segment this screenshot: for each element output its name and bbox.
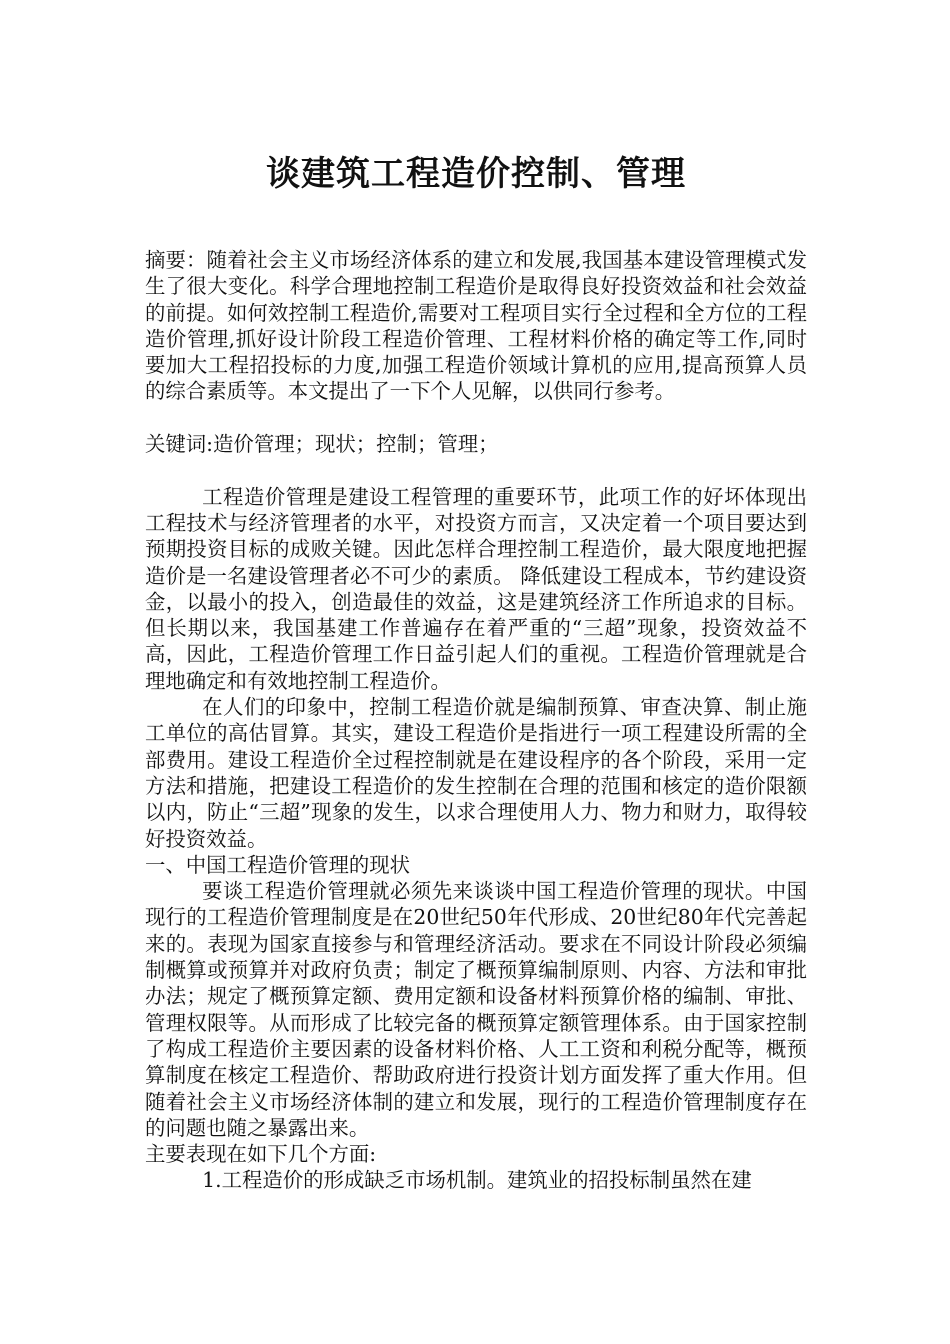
section-1-paragraph: 要谈工程造价管理就必须先来谈谈中国工程造价管理的现状。中国现行的工程造价管理制度是在20世纪50年代形成、20世纪80年代完善起来的。表现为国家直接参与和管理经济活动。要求在不同设计阶段必须编制概算或预算并对政府负责；制定了概预算编制原则、内容、方法和审批办法；规定了概预算定额、费用定额和设备材料预算价格的编制、审批、管理权限等。从而形成了比较完备的概预算定额管理体系。由于国家控制了构成工程造价主要因素的设备材料价格、人工工资和利税分配等，概预算制度在核定工程造价、帮助政府进行投资计划方面发挥了重大作用。但随着社会主义市场经济体制的建立和发展，现行的工程造价管理制度存在的问题也随之暴露出来。	[145, 879, 807, 1140]
section-heading-1: 一、中国工程造价管理的现状	[145, 852, 411, 877]
document-body	[145, 247, 807, 1194]
abstract-paragraph: 摘要：随着社会主义市场经济体系的建立和发展,我国基本建设管理模式发生了很大变化。科学合理地控制工程造价是取得良好投资效益和社会效益的前提。如何效控制工程造价,需要对工程项目实行全过程和全方位的工程造价管理,抓好设计阶段工程造价管理、工程材料价格的确定等工作,同时要加大工程招投标的力度,加强工程造价领域计算机的应用,提高预算人员的综合素质等。本文提出了一下个人见解，以供同行参考。	[145, 248, 807, 404]
document-title: 谈建筑工程造价控制、管理	[266, 154, 686, 194]
body-paragraph-1: 工程造价管理是建设工程管理的重要环节，此项工作的好坏体现出工程技术与经济管理者的水平，对投资方而言，又决定着一个项目要达到预期投资目标的成败关键。因此怎样合理控制工程造价，最大限度地把握造价是一名建设管理者必不可少的素质。 降低建设工程成本，节约建设资金，以最小的投入，创造最佳的效益，这是建筑经济工作所追求的目标。但长期以来，我国基建工作普遍存在着严重的“三超”现象，投资效益不高，因此，工程造价管理工作日益引起人们的重视。工程造价管理就是合理地确定和有效地控制工程造价。	[145, 484, 807, 693]
main-aspects-line: 主要表现在如下几个方面:	[145, 1142, 377, 1167]
paragraph-gap	[145, 457, 807, 483]
keywords-line: 关键词:造价管理；现状；控制；管理；	[145, 432, 499, 457]
document-page	[145, 0, 807, 1344]
list-item-1: 1.工程造价的形成缺乏市场机制。建筑业的招投标制虽然在建	[202, 1168, 752, 1193]
body-paragraph-2: 在人们的印象中，控制工程造价就是编制预算、审查决算、制止施工单位的高估冒算。其实，建设工程造价是指进行一项工程建设所需的全部费用。建设工程造价全过程控制就是在建设程序的各个阶段，采用一定方法和措施，把建设工程造价的发生控制在合理的范围和核定的造价限额以内，防止“三超”现象的发生，以求合理使用人力、物力和财力，取得较好投资效益。	[145, 695, 807, 851]
paragraph-gap	[145, 405, 807, 431]
